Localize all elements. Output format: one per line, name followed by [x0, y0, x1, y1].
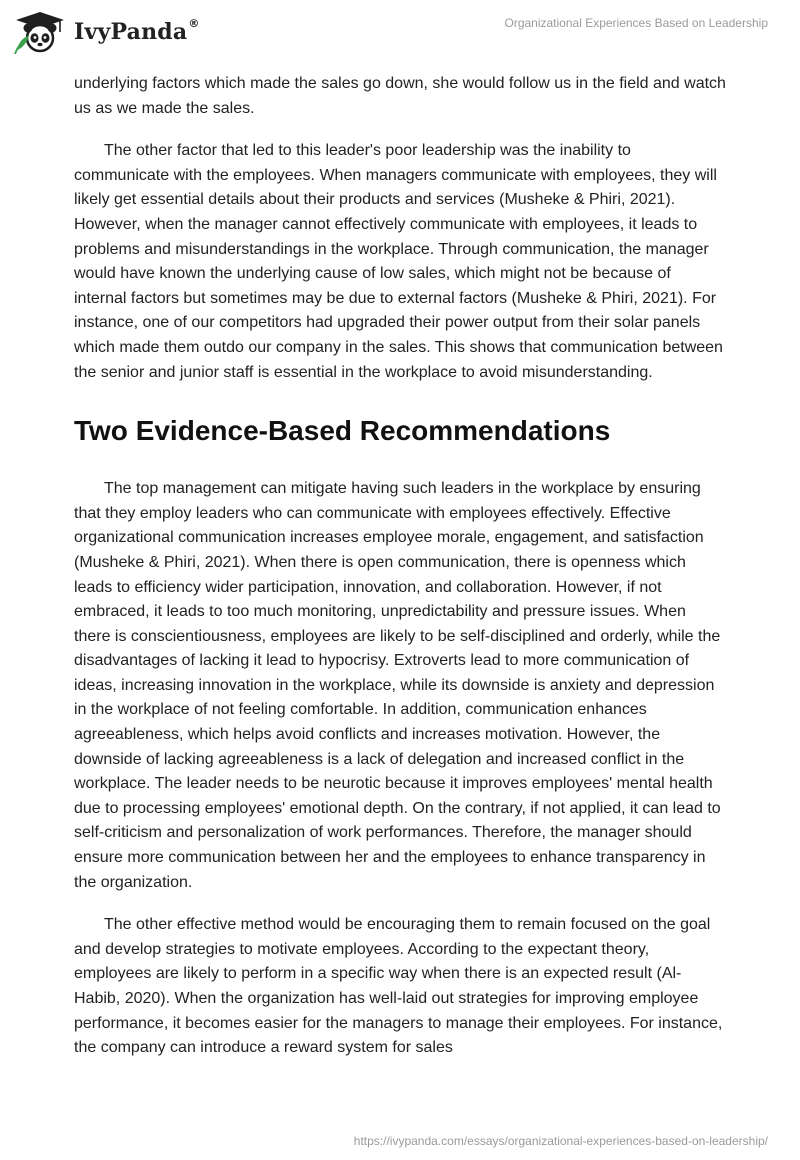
paragraph-recommendation-one: The top management can mitigate having such leaders in the workplace by ensuring that they employ leaders who can communicate with employees effectively. Effective organizational communication increases employee morale, engagement, and satisfaction (Musheke & Phiri, 2021). When there is open communication, there is openness which leads to efficiency wider participation, innovation, and collaboration. However, if not embraced, it leads to too much monitoring, unpredictability and pressure issues. When there is conscientiousness, employees are likely to be self-disciplined and orderly, while the disadvantages of lacking it lead to hypocrisy. Extroverts lead to more communication of ideas, increasing innovation in the workplace, while its downside is anxiety and depression in the workplace of not feeling comfortable. In addition, communication enhances agreeableness, which helps avoid conflicts and increases motivation. However, the downside of lacking agreeableness is a lack of delegation and increased conflict in the workplace. The leader needs to be neurotic because it improves employees' mental health due to processing employees' emotional depth. On the contrary, if not applied, it can lead to self-criticism and personalization of work performances. Therefore, the manager should ensure more communication between her and the employees to enhance transparency in the organization. [74, 480, 721, 891]
paragraph-continuation: underlying factors which made the sales go down, she would follow us in the field and watch us as we made the sales. [74, 75, 726, 117]
source-url[interactable]: https://ivypanda.com/essays/organizational-experiences-based-on-leadership/ [353, 1134, 768, 1148]
section-heading: Two Evidence-Based Recommendations [74, 415, 611, 447]
paragraph-recommendation-two: The other effective method would be encouraging them to remain focused on the goal and develop strategies to motivate employees. According to the expectant theory, employees are likely to perform in a specific way when there is an expected result (Al-Habib, 2020). When the organization has well-laid out strategies for improving employee performance, it becomes easier for the managers to manage their employees. For instance, the company can introduce a reward system for sales [74, 916, 723, 1057]
panda-graduate-icon [14, 10, 66, 54]
ivypanda-logo[interactable] [14, 10, 200, 54]
registered-mark: ® [188, 17, 200, 30]
page-header [0, 0, 800, 64]
essay-body [74, 72, 726, 1079]
document-title: Organizational Experiences Based on Leadership [504, 16, 768, 30]
paragraph-communication-factor: The other factor that led to this leader's poor leadership was the inability to communicate with the employees. When managers communicate with employees, they will likely get essential details about their products and services (Musheke & Phiri, 2021). However, when the manager cannot effectively communicate with employees, it leads to problems and misunderstandings in the workplace. Through communication, the manager would have known the underlying cause of low sales, which might not be because of internal factors but sometimes may be due to external factors (Musheke & Phiri, 2021). For instance, one of our competitors had upgraded their power output from their solar panels which made them outdo our company in the sales. This shows that communication between the senior and junior staff is essential in the workplace to avoid misunderstanding. [74, 142, 723, 381]
logo-wordmark: IvyPanda® [74, 17, 200, 45]
